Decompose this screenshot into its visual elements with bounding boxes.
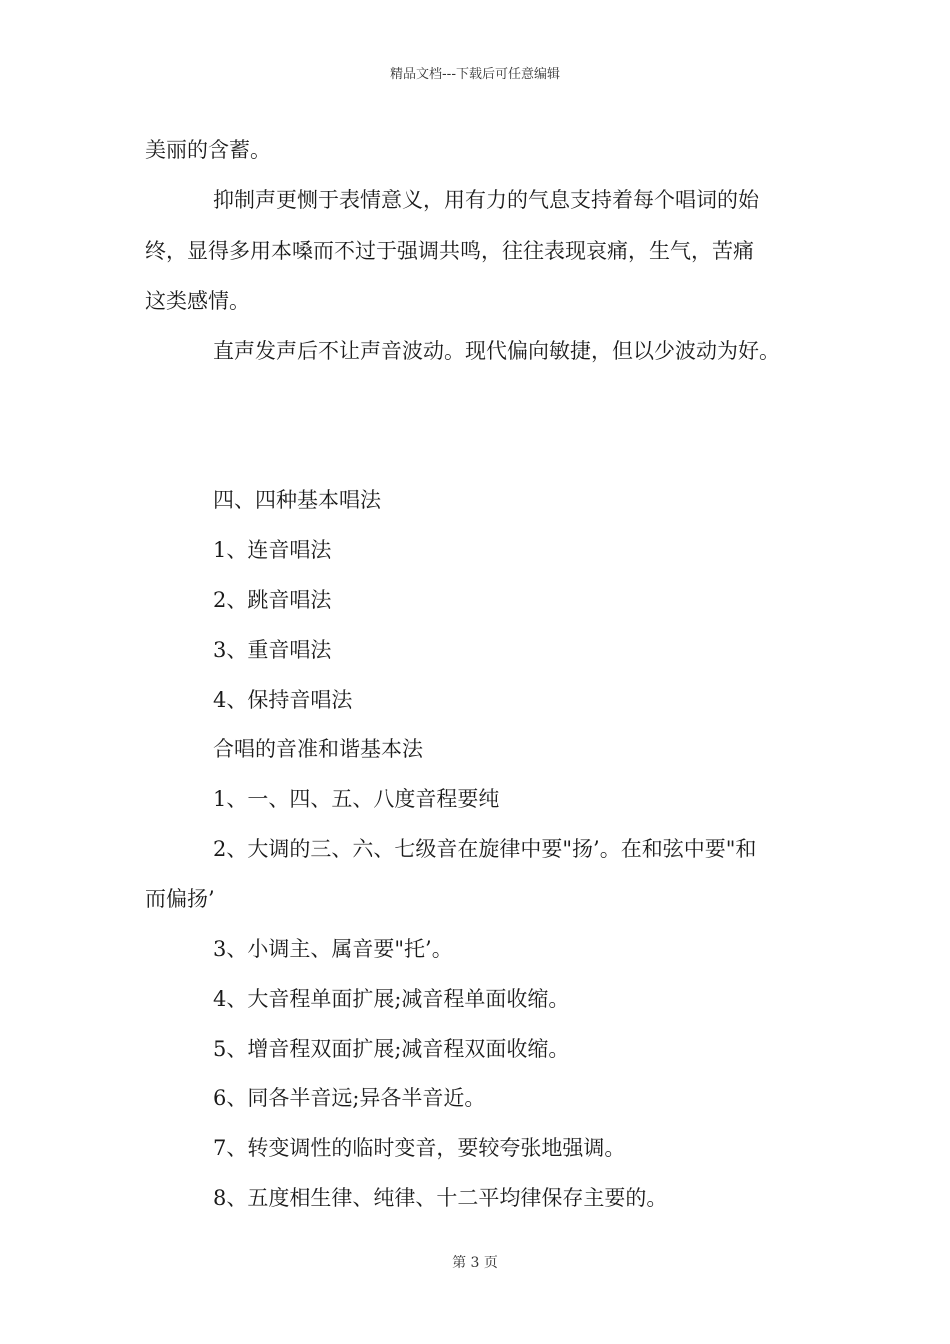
list-item: 2、大调的三、六、七级音在旋律中要"扬’。在和弦中要"和 [213, 837, 757, 861]
paragraph-line: 直声发声后不让声音波动。现代偏向敏捷，但以少波动为好。 [213, 339, 780, 363]
list-item-continuation: 而偏扬’ [145, 887, 215, 911]
page-header: 精品文档---下载后可任意编辑 [389, 67, 561, 82]
list-item: 4、保持音唱法 [213, 688, 353, 712]
list-item: 4、大音程单面扩展;减音程单面收缩。 [213, 987, 570, 1011]
list-item: 8、五度相生律、纯律、十二平均律保存主要的。 [213, 1186, 668, 1210]
paragraph-line: 抑制声更恻于表情意义，用有力的气息支持着每个唱词的始 [213, 188, 759, 212]
list-item: 3、小调主、属音要"托’。 [213, 937, 453, 961]
list-item: 6、同各半音远;异各半音近。 [213, 1086, 486, 1110]
list-item: 1、一、四、五、八度音程要纯 [213, 787, 500, 811]
list-item: 2、跳音唱法 [213, 588, 332, 612]
section-heading: 四、四种基本唱法 [213, 488, 381, 512]
paragraph-line: 美丽的含蓄。 [145, 138, 271, 162]
paragraph-line: 终，显得多用本嗓而不过于强调共鸣，往往表现哀痛，生气，苦痛 [145, 239, 754, 263]
paragraph-line: 这类感情。 [145, 289, 250, 313]
list-item: 7、转变调性的临时变音，要较夸张地强调。 [213, 1136, 626, 1160]
page-number: 第 3 页 [452, 1255, 498, 1271]
list-item: 3、重音唱法 [213, 638, 332, 662]
list-item: 5、增音程双面扩展;减音程双面收缩。 [213, 1037, 570, 1061]
subheading: 合唱的音准和谐基本法 [213, 737, 423, 761]
list-item: 1、连音唱法 [213, 538, 332, 562]
